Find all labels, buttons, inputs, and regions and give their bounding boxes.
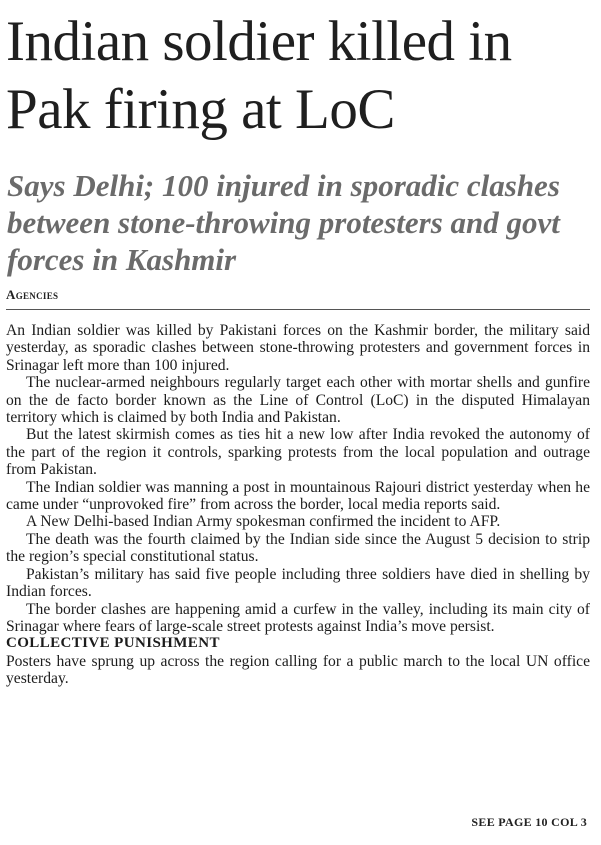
body-paragraph: An Indian soldier was killed by Pakistani forces on the Kashmir border, the military said yesterday, as sporadic clashes between stone-throwing protesters and government forces in Srinagar left more than 100 injured. <box>6 322 590 374</box>
headline: Indian soldier killed in Pak firing at LoC <box>6 10 512 141</box>
body-paragraph: The nuclear-armed neighbours regularly target each other with mortar shells and gunfire on the de facto border known as the Line of Control (LoC) in the disputed Himalayan territory which is claimed by both India and Pakistan. <box>6 374 590 427</box>
article-body <box>6 322 590 688</box>
body-paragraph: The Indian soldier was manning a post in mountainous Rajouri district yesterday when he came under “unprovoked fire” from across the border, local media reports said. <box>6 478 590 514</box>
body-paragraph: The death was the fourth claimed by the Indian side since the August 5 decision to strip the region’s special constitutional status. <box>6 530 590 566</box>
body-paragraph: A New Delhi-based Indian Army spokesman confirmed the incident to AFP. <box>26 513 501 531</box>
body-paragraph: Posters have sprung up across the region calling for a public march to the local UN office yesterday. <box>6 652 590 688</box>
body-paragraph: Pakistan’s military has said five people including three soldiers have died in shelling by Indian forces. <box>6 565 590 601</box>
byline: Agencies <box>6 287 59 302</box>
body-paragraph: But the latest skirmish comes as ties hit a new low after India revoked the autonomy of the part of the region it controls, sparking protests from the local population and outrage from Pakistan. <box>6 426 590 479</box>
continuation-reference: SEE PAGE 10 COL 3 <box>471 815 587 829</box>
subheadline: Says Delhi; 100 injured in sporadic clashes between stone-throwing protesters and govt forces in Kashmir <box>7 168 560 277</box>
byline-divider <box>6 309 590 310</box>
body-paragraph: The border clashes are happening amid a curfew in the valley, including its main city of Srinagar where fears of large-scale street protests against India’s move persist. <box>6 600 590 635</box>
section-heading: COLLECTIVE PUNISHMENT <box>6 635 220 652</box>
